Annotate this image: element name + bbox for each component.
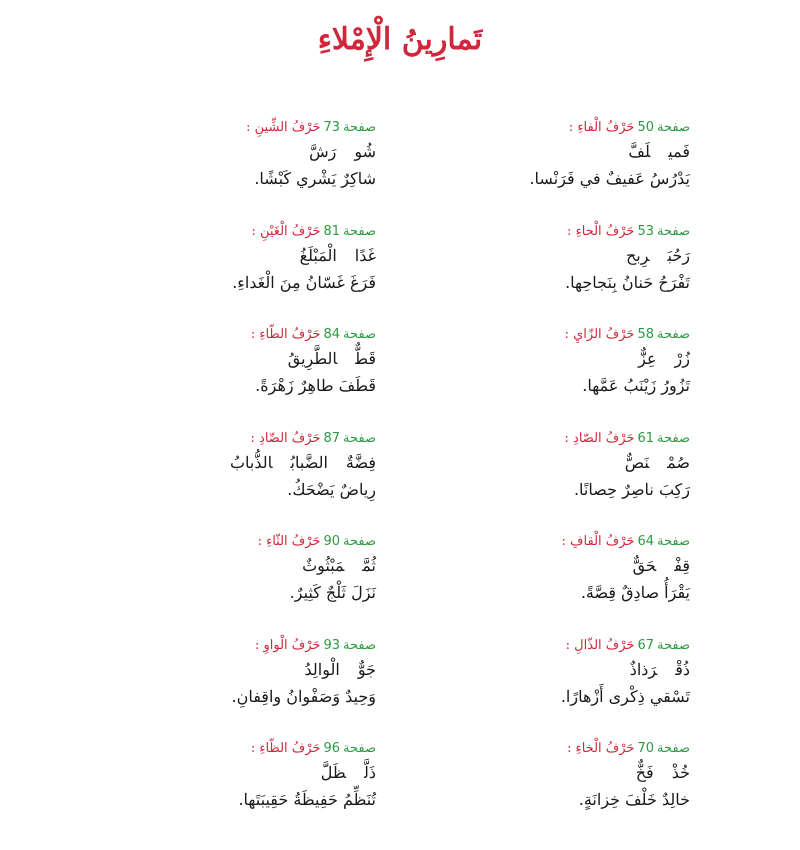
word: قَطٌّ [355,349,376,368]
exercise-header [400,532,690,552]
exercise-block [0,636,400,740]
page-number: 96 [323,741,341,756]
exercise-block [400,636,800,740]
word-list [0,138,376,165]
exercise-block [400,532,800,636]
word: رَشَّ [309,142,337,161]
exercise-block [0,739,400,843]
word-list [400,449,690,476]
page-title: تَمارِينُ الْإِمْلاءِ [317,22,483,57]
exercise-header [0,222,376,242]
sentence: قَطَفَ طاهِرٌ زَهْرَةً. [255,376,376,395]
exercise-block [0,222,400,326]
sentence: تَسْقي ذِكْرى أَزْهارًا. [560,686,690,706]
exercise-block [400,325,800,429]
page-label: صفحة [343,223,376,239]
page-number: 93 [323,637,341,653]
word: زُرْ [674,349,690,368]
letter-title: حَرْفُ الْقافِ : [561,534,635,549]
sentence: وَحِيدٌ وَصَفْوانُ واقِفانِ. [231,686,376,706]
word: الذُّبابُ [229,452,273,472]
sentence: خالِدٌ خَلْفَ خِزانَةٍ. [578,790,690,809]
sentence: تَفْرَحُ حَنانُ بِنَجاحِها. [565,272,690,292]
page-label: صفحة [343,534,376,549]
sentence: شاكِرٌ يَشْري كَبْشًا. [254,169,376,188]
sentence: رِياضٌ يَضْحَكُ. [287,479,376,499]
page-number: 61 [637,430,655,446]
page-number: 87 [323,430,341,446]
page-label: صفحة [343,327,376,342]
exercise-header [400,222,690,242]
page-number: 58 [637,327,655,342]
exercise-header [400,739,690,759]
word: الطَّرِيقُ [287,349,338,368]
exercise-header [400,325,690,345]
page-label: صفحة [657,430,690,446]
word: رَذاذٌ [629,659,658,679]
word: الْوالِدُ [304,659,340,679]
word: ذَلَّ [364,763,376,782]
word: ذُقْ [675,659,690,679]
page-number: 90 [323,534,341,549]
letter-title: حَرْفُ الثّاءِ : [257,534,321,549]
sentence: تُنَظِّمُ حَفِيظَةُ حَقِيبَتَها. [238,790,376,809]
letter-title: حَرْفُ الذّالِ : [565,637,635,653]
word: الْمَبْلَغُ [299,245,337,265]
sentence: يَدْرُسُ عَفيفٌ في فَرَنْسا. [529,169,690,188]
letter-title: حَرْفُ الطّاءِ : [250,327,321,342]
word: ثُمَّ [362,556,376,575]
page-label: صفحة [343,120,376,135]
letter-title: حَرْفُ الْفاءِ : [568,120,635,135]
page-label: صفحة [657,223,690,239]
word-list [400,138,690,165]
sentence: فَرَغَ غَسّانُ مِنَ الْغَداءِ. [232,272,376,292]
exercise-header [400,636,690,656]
word: فَخٌّ [635,763,654,782]
sentence: تَزُورُ زَيْنَبُ عَمَّها. [582,376,690,395]
word: لَفَّ [628,142,651,161]
page-label: صفحة [657,534,690,549]
word-list [0,242,376,269]
exercise-header [400,429,690,449]
letter-title: حَرْفُ الْخاءِ : [567,741,635,756]
page-number: 67 [637,637,655,653]
word: قِفْ [674,556,690,575]
exercise-header [0,636,376,656]
exercise-block [400,739,800,843]
word-list [400,345,690,372]
page-label: صفحة [657,120,690,135]
page-label: صفحة [343,430,376,446]
word: ظَلَّ [320,763,346,782]
sentence: رَكِبَ ناصِرٌ حِصانًا. [573,479,690,499]
exercise-block [400,222,800,326]
exercise-block [400,118,800,222]
letter-title: حَرْفُ الزّايِ : [564,327,635,342]
word: حَقٌّ [632,556,657,575]
exercise-header [0,429,376,449]
word: نَصٌّ [624,452,650,472]
word-list [400,242,690,269]
letter-title: حَرْفُ الشِّينِ : [246,120,321,135]
exercise-block [400,429,800,533]
word: عِزٌّ [638,349,657,368]
page-label: صفحة [657,637,690,653]
word: رِبح [625,245,650,265]
exercise-grid [0,118,800,843]
word: الضَّبابُ [290,452,328,472]
exercise-block [0,118,400,222]
word-list [400,759,690,786]
page-number: 64 [637,534,655,549]
word: فَمي [668,142,690,161]
word-list [400,552,690,579]
exercise-block [0,429,400,533]
exercise-header [0,325,376,345]
word-list [0,759,376,786]
page-label: صفحة [657,741,690,756]
letter-title: حَرْفُ الضّادِ : [250,430,321,446]
letter-title: حَرْفُ الْواوِ : [254,637,321,653]
word: صُمْ [667,452,690,472]
page-number: 50 [637,120,655,135]
word: غَدًا [354,245,376,265]
word: جَوٌّ [357,659,376,679]
exercise-header [0,118,376,138]
exercise-header [0,739,376,759]
page-number: 70 [637,741,655,756]
word-list [0,345,376,372]
page-label: صفحة [343,741,376,756]
letter-title: حَرْفُ الظّاءِ : [250,741,321,756]
word: شُو [354,142,376,161]
page-number: 73 [323,120,341,135]
word-list [400,656,690,683]
letter-title: حَرْفُ الْحاءِ : [567,223,635,239]
word: رَحُبَ [667,245,690,265]
word-list [0,552,376,579]
word: فِضَّةٌ [345,452,376,472]
letter-title: حَرْفُ الصّادِ : [564,430,635,446]
page-label: صفحة [343,637,376,653]
sentence: يَقْرَأُ صادِقٌ قِصَّةً. [580,583,690,602]
exercise-block [0,532,400,636]
exercise-header [0,532,376,552]
word: مَبْثُوثٌ [302,556,345,575]
word: خُذْ [671,763,690,782]
exercise-header [400,118,690,138]
page-number: 84 [323,327,341,342]
page-label: صفحة [657,327,690,342]
letter-title: حَرْفُ الْغَيْنِ : [251,223,321,239]
sentence: نَزَلَ ثَلْجٌ كَثِيرٌ. [289,583,376,602]
page-number: 53 [637,223,655,239]
word-list [0,656,376,683]
exercise-block [0,325,400,429]
word-list [0,449,376,476]
page-number: 81 [323,223,341,239]
